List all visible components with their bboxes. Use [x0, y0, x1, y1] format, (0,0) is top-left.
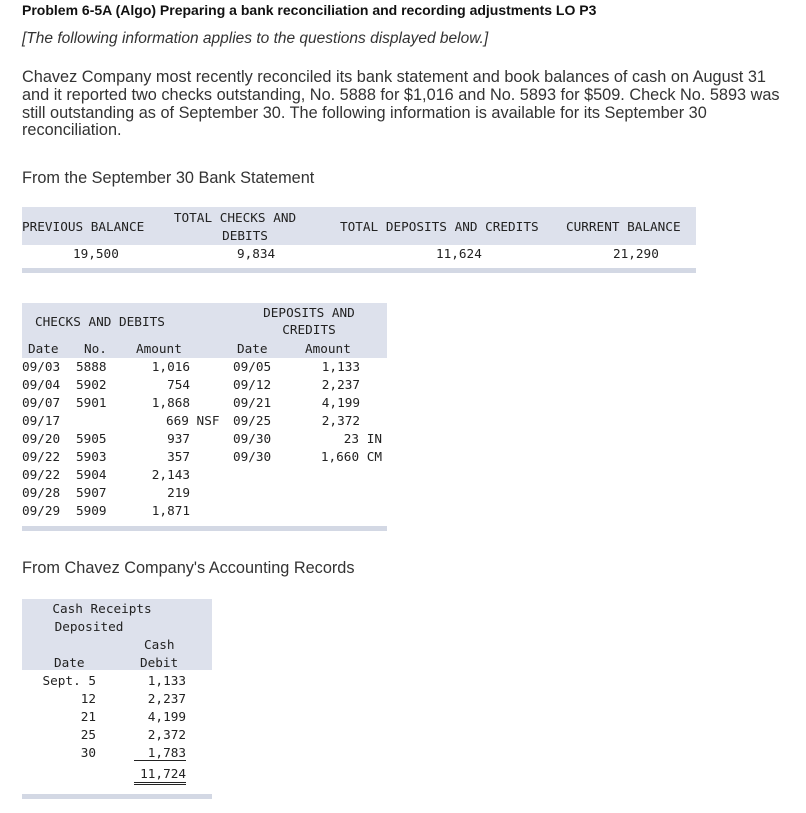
- check-date: 09/04: [22, 377, 61, 392]
- check-amount: 937: [167, 431, 190, 446]
- total-checks-value: 9,834: [237, 246, 276, 261]
- receipts-total: 11,724: [134, 766, 186, 785]
- deposit-amount: 23 IN: [343, 431, 382, 446]
- bank-statement-heading: From the September 30 Bank Statement: [22, 169, 315, 187]
- header-date: Date: [28, 341, 59, 356]
- check-no: 5904: [76, 467, 107, 482]
- check-amount: 357: [167, 449, 190, 464]
- deposit-amount: 2,237: [321, 377, 360, 392]
- total-deposits-value: 11,624: [436, 246, 482, 261]
- check-no: 5909: [76, 503, 107, 518]
- header-total-checks: TOTAL CHECKS AND: [173, 210, 297, 225]
- header-deposit-date: Date: [237, 341, 268, 356]
- header-debit: Debit: [140, 655, 179, 670]
- deposit-date: 09/12: [233, 377, 272, 392]
- receipt-date: 21: [80, 709, 96, 724]
- check-date: 09/17: [22, 413, 61, 428]
- check-amount: 1,868: [151, 395, 190, 410]
- intro-paragraph: Chavez Company most recently reconciled its bank statement and book balances of cash on August 31 and it reported two checks outstanding, No. 5888 for $1,016 and No. 5893 for $509. Check No. 5893 was still outstanding as of September 30. The following information is available for its September 30 reconciliation.: [22, 68, 780, 140]
- accounting-records-heading: From Chavez Company's Accounting Records: [22, 559, 355, 577]
- header-deposits-credits-2: CREDITS: [282, 322, 336, 337]
- header-total-checks-2: DEBITS: [222, 228, 268, 243]
- receipt-amount: 2,237: [147, 691, 186, 706]
- deposit-date: 09/30: [233, 449, 272, 464]
- receipt-amount: 4,199: [147, 709, 186, 724]
- deposit-date: 09/21: [233, 395, 272, 410]
- header-deposited: Deposited: [54, 619, 124, 634]
- header-checks-debits: CHECKS AND DEBITS: [35, 314, 165, 329]
- check-date: 09/28: [22, 485, 61, 500]
- deposit-amount: 4,199: [321, 395, 360, 410]
- check-date: 09/22: [22, 449, 61, 464]
- cash-receipts-rule: [22, 794, 212, 799]
- check-date: 09/29: [22, 503, 61, 518]
- header-previous-balance: PREVIOUS BALANCE: [22, 219, 145, 234]
- bank-summary-rule: [22, 268, 696, 273]
- problem-subtitle: [The following information applies to the questions displayed below.]: [22, 30, 489, 47]
- receipt-amount: 1,783: [134, 745, 186, 761]
- problem-title: Problem 6-5A (Algo) Preparing a bank reconciliation and recording adjustments LO P3: [22, 2, 597, 18]
- receipt-amount: 2,372: [147, 727, 186, 742]
- receipt-amount: 1,133: [147, 673, 186, 688]
- previous-balance-value: 19,500: [73, 246, 119, 261]
- deposit-date: 09/05: [233, 359, 272, 374]
- header-cash: Cash: [144, 637, 175, 652]
- check-no: 5907: [76, 485, 107, 500]
- check-no: 5902: [76, 377, 107, 392]
- deposit-amount: 1,133: [321, 359, 360, 374]
- deposit-amount: 1,660 CM: [320, 449, 382, 464]
- current-balance-value: 21,290: [613, 246, 659, 261]
- check-amount: 1,016: [151, 359, 190, 374]
- check-date: 09/20: [22, 431, 61, 446]
- header-no: No.: [84, 341, 107, 356]
- header-deposits-credits: DEPOSITS AND: [263, 305, 355, 320]
- header-deposit-amount: Amount: [305, 341, 351, 356]
- deposit-date: 09/30: [233, 431, 272, 446]
- checks-deposits-rule: [22, 526, 387, 531]
- receipt-date: 30: [80, 745, 96, 760]
- receipt-date: 25: [80, 727, 96, 742]
- header-total-deposits: TOTAL DEPOSITS AND CREDITS: [340, 219, 539, 234]
- check-amount: 219: [167, 485, 190, 500]
- header-amount: Amount: [136, 341, 182, 356]
- deposit-amount: 2,372: [321, 413, 360, 428]
- check-no: 5903: [76, 449, 107, 464]
- check-amount: 754: [167, 377, 190, 392]
- receipt-date: Sept. 5: [42, 673, 96, 688]
- check-date: 09/22: [22, 467, 61, 482]
- deposit-date: 09/25: [233, 413, 272, 428]
- check-date: 09/07: [22, 395, 61, 410]
- check-no: 5901: [76, 395, 107, 410]
- header-receipt-date: Date: [54, 655, 85, 670]
- check-date: 09/03: [22, 359, 61, 374]
- check-amount: 669 NSF: [166, 413, 220, 428]
- header-current-balance: CURRENT BALANCE: [566, 219, 681, 234]
- check-no: 5905: [76, 431, 107, 446]
- receipt-date: 12: [80, 691, 96, 706]
- check-no: 5888: [76, 359, 107, 374]
- header-cash-receipts: Cash Receipts: [52, 601, 152, 616]
- check-amount: 2,143: [151, 467, 190, 482]
- check-amount: 1,871: [151, 503, 190, 518]
